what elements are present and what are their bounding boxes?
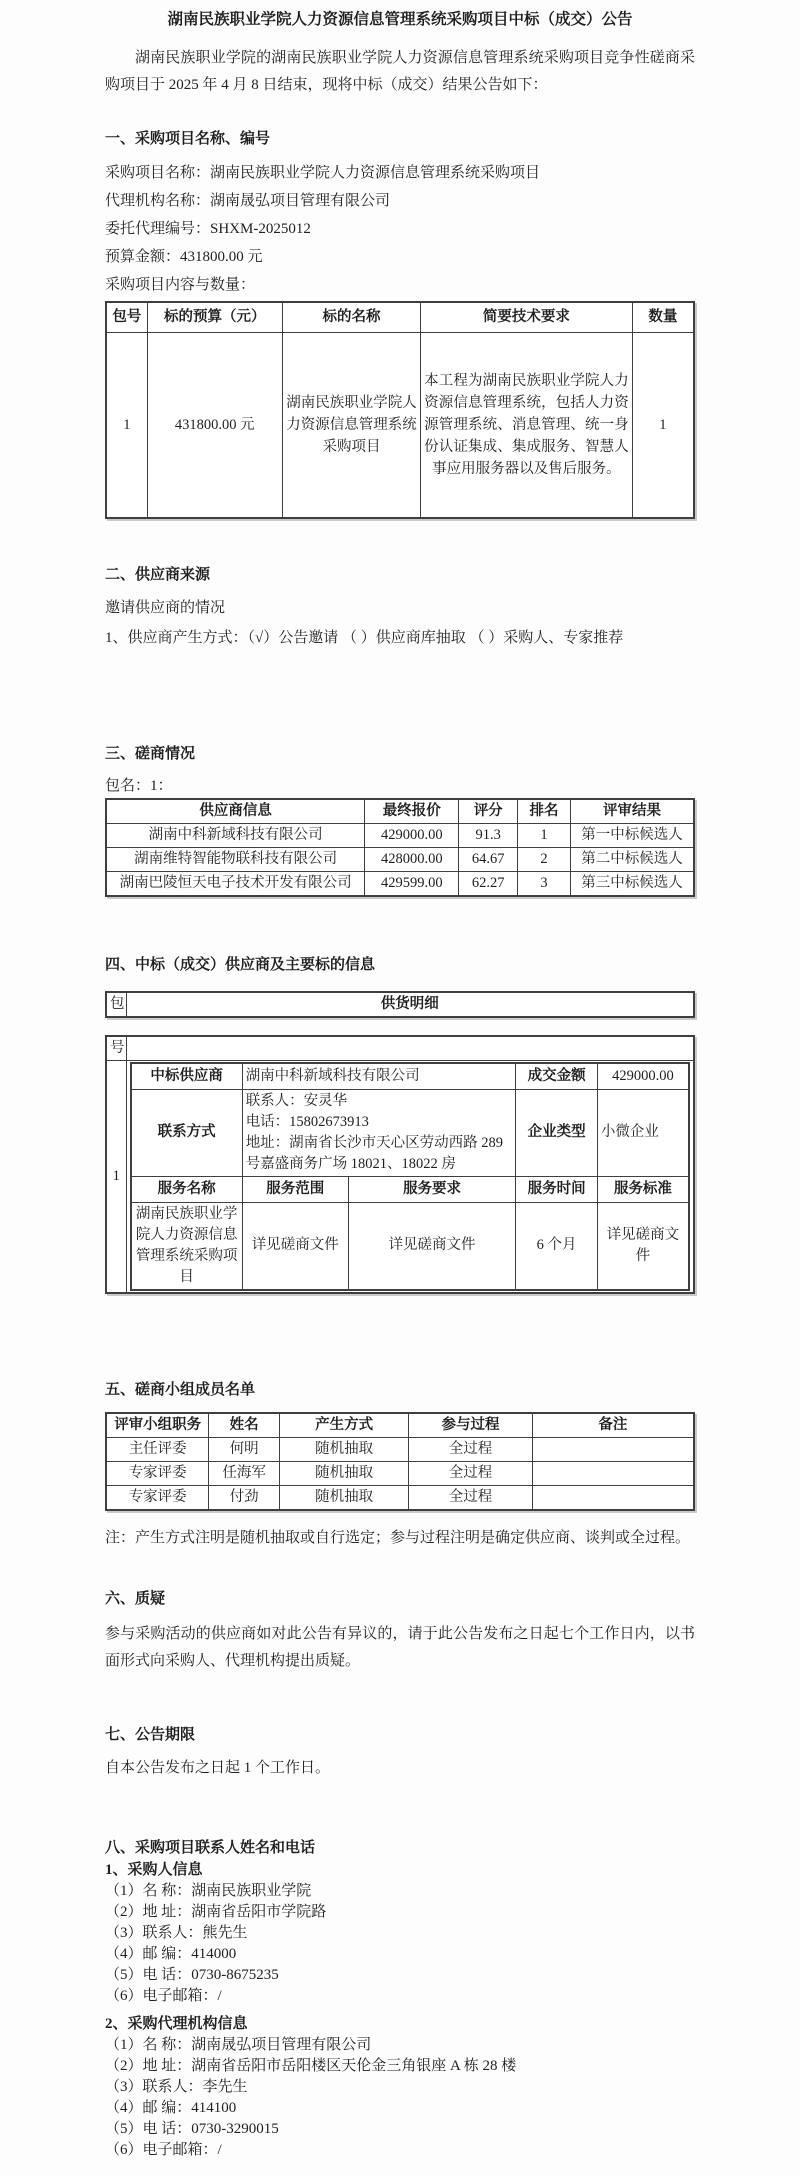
cell-service-time: 6 个月 (516, 1202, 598, 1290)
agency-number-line: 委托代理编号：SHXM-2025012 (105, 220, 311, 237)
cell-quantity: 1 (632, 332, 694, 518)
cell-score: 62.27 (459, 871, 518, 896)
package-number: 1 (106, 1060, 126, 1293)
agency-postcode-line: （4）邮 编：414100 (105, 2099, 237, 2116)
package-char-top: 包 (106, 992, 126, 1017)
column-header: 评审小组职务 (106, 1413, 209, 1438)
cell-result: 第二中标候选人 (571, 847, 695, 871)
column-header: 评分 (459, 799, 518, 824)
column-header: 产生方式 (279, 1413, 408, 1438)
table-row (106, 823, 694, 847)
cell-supplier: 湖南中科新域科技有限公司 (106, 823, 365, 847)
cell-supplier: 湖南维特智能物联科技有限公司 (106, 847, 365, 871)
cell-service-scope: 详见磋商文件 (242, 1202, 348, 1290)
cell-name: 何明 (209, 1437, 280, 1461)
cell-rank: 1 (518, 823, 571, 847)
cell-participation: 全过程 (409, 1437, 532, 1461)
column-header: 服务范围 (242, 1176, 348, 1202)
column-header: 服务要求 (348, 1176, 516, 1202)
table-row (106, 1036, 694, 1061)
table-row (106, 871, 694, 896)
cell-supplier: 湖南巴陵恒天电子技术开发有限公司 (106, 871, 365, 896)
agency-email-line: （6）电子邮箱：/ (105, 2141, 222, 2158)
winner-name: 湖南中科新域科技有限公司 (242, 1063, 516, 1090)
table-row (106, 992, 694, 1017)
winner-nested-table (130, 1062, 691, 1291)
section2-heading: 二、供应商来源 (105, 566, 211, 583)
cell-result: 第一中标候选人 (571, 823, 695, 847)
cell-selection-method: 随机抽取 (279, 1437, 408, 1461)
enterprise-type-label: 企业类型 (516, 1089, 598, 1176)
buyer-email-line: （6）电子邮箱：/ (105, 1987, 222, 2004)
buyer-postcode-line: （4）邮 编：414000 (105, 1945, 237, 1962)
contact-phone-line: 电话：15802673913 (245, 1113, 369, 1130)
section3-heading: 三、磋商情况 (105, 745, 196, 762)
enterprise-type-value: 小微企业 (597, 1089, 689, 1176)
agency-contact-line: （3）联系人：李先生 (105, 2078, 248, 2095)
column-header: 排名 (518, 799, 571, 824)
content-quantity-line: 采购项目内容与数量： (105, 276, 256, 293)
column-header: 姓名 (209, 1413, 280, 1438)
contact-label: 联系方式 (131, 1089, 243, 1176)
section1-heading: 一、采购项目名称、编号 (105, 130, 271, 147)
cell-participation: 全过程 (409, 1485, 532, 1510)
cell-package-no: 1 (106, 332, 147, 518)
cell-service-name: 湖南民族职业学院人力资源信息管理系统采购项目 (131, 1202, 243, 1290)
section6-heading: 六、质疑 (105, 1590, 166, 1607)
agency-phone-line: （5）电 话：0730-3290015 (105, 2120, 279, 2137)
column-header: 评审结果 (571, 799, 695, 824)
section7-heading: 七、公告期限 (105, 1726, 196, 1743)
cell-selection-method: 随机抽取 (279, 1485, 408, 1510)
cell-budget: 431800.00 元 (147, 332, 282, 518)
cell-service-standard: 详见磋商文件 (597, 1202, 689, 1290)
cell-tech-requirements: 本工程为湖南民族职业学院人力资源信息管理系统，包括人力资源管理系统、消息管理、统一身份认证集成、集成服务、智慧人事应用服务器以及售后服务。 (421, 332, 633, 518)
cell-role: 专家评委 (106, 1461, 209, 1485)
column-header: 供应商信息 (106, 799, 365, 824)
column-header: 服务标准 (597, 1176, 689, 1202)
table-header-row (106, 799, 694, 824)
contact-address-line: 地址：湖南省长沙市天心区劳动西路 289 号嘉盛商务广场 18021、18022 房 (245, 1134, 504, 1172)
table-row (106, 1437, 694, 1461)
contact-person-line: 联系人：安灵华 (245, 1092, 348, 1109)
cell-name: 付劲 (209, 1485, 280, 1510)
service-header-row (131, 1176, 690, 1202)
column-header: 参与过程 (409, 1413, 532, 1438)
package-name-label: 包名：1： (105, 777, 173, 794)
project-name-line: 采购项目名称：湖南民族职业学院人力资源信息管理系统采购项目 (105, 164, 541, 181)
cell-target-name: 湖南民族职业学院人力资源信息管理系统采购项目 (282, 332, 420, 518)
buyer-phone-line: （5）电 话：0730-8675235 (105, 1966, 279, 1983)
cell-selection-method: 随机抽取 (279, 1461, 408, 1485)
column-header: 备注 (532, 1413, 694, 1438)
section8-heading: 八、采购项目联系人姓名和电话 (105, 1839, 316, 1856)
cell-result: 第三中标候选人 (571, 871, 695, 896)
column-header: 服务时间 (516, 1176, 598, 1202)
buyer-info-block (105, 1860, 695, 2007)
amount-label: 成交金额 (516, 1063, 598, 1090)
winner-nested-cell (126, 1060, 694, 1293)
section4-heading: 四、中标（成交）供应商及主要标的信息 (105, 956, 376, 973)
winner-label: 中标供应商 (131, 1063, 243, 1090)
column-header: 服务名称 (131, 1176, 243, 1202)
cell-remark (532, 1485, 694, 1510)
buyer-info-title: 1、采购人信息 (105, 1861, 203, 1878)
buyer-name-line: （1）名 称：湖南民族职业学院 (105, 1882, 312, 1899)
cell-score: 91.3 (459, 823, 518, 847)
page-title: 湖南民族职业学院人力资源信息管理系统采购项目中标（成交）公告 (167, 11, 633, 28)
buyer-contact-line: （3）联系人：熊先生 (105, 1924, 248, 1941)
section5-heading: 五、磋商小组成员名单 (105, 1381, 256, 1398)
cell-score: 64.67 (459, 847, 518, 871)
review-panel-table (105, 1412, 695, 1511)
column-header: 标的预算（元） (147, 302, 282, 333)
cell-service-requirement: 详见磋商文件 (348, 1202, 516, 1290)
project-content-table (105, 301, 695, 519)
cell-final-price: 429000.00 (365, 823, 459, 847)
cell-role: 专家评委 (106, 1485, 209, 1510)
agency-address-line: （2）地 址：湖南省岳阳市岳阳楼区天伦金三角银座 A 栋 28 楼 (105, 2057, 517, 2074)
table-row (106, 847, 694, 871)
buyer-address-line: （2）地 址：湖南省岳阳市学院路 (105, 1903, 327, 1920)
table-header-row (106, 302, 694, 333)
panel-note: 注：产生方式注明是随机抽取或自行选定；参与过程注明是确定供应商、谈判或全过程。 (105, 1529, 691, 1546)
negotiation-result-table (105, 798, 695, 897)
package-char-bottom: 号 (106, 1036, 126, 1061)
supplier-method-line: 1、供应商产生方式：（√）公告邀请 （ ）供应商库抽取 （ ）采购人、专家推荐 (105, 629, 624, 646)
agency-name-line: （1）名 称：湖南晟弘项目管理有限公司 (105, 2036, 372, 2053)
cell-final-price: 428000.00 (365, 847, 459, 871)
agency-info-block (105, 2014, 695, 2161)
objection-paragraph: 参与采购活动的供应商如对此公告有异议的，请于此公告发布之日起七个工作日内，以书面形式向采购人、代理机构提出质疑。 (105, 1625, 695, 1669)
cell-name: 任海军 (209, 1461, 280, 1485)
cell-remark (532, 1437, 694, 1461)
winner-row (131, 1063, 690, 1090)
column-header: 简要技术要求 (421, 302, 633, 333)
winner-detail-table (105, 1035, 695, 1294)
cell-rank: 2 (518, 847, 571, 871)
service-row (131, 1202, 690, 1290)
table-row (106, 1060, 694, 1293)
empty-cell (126, 1036, 694, 1061)
table-row (106, 332, 694, 518)
delivery-detail-header-box (105, 991, 695, 1018)
agency-name-line: 代理机构名称：湖南晟弘项目管理有限公司 (105, 192, 391, 209)
delivery-detail-title: 供货明细 (126, 992, 694, 1017)
column-header: 包号 (106, 302, 147, 333)
column-header: 标的名称 (282, 302, 420, 333)
announcement-period-line: 自本公告发布之日起 1 个工作日。 (105, 1759, 331, 1776)
cell-final-price: 429599.00 (365, 871, 459, 896)
column-header: 数量 (632, 302, 694, 333)
agency-info-title: 2、采购代理机构信息 (105, 2015, 248, 2032)
cell-participation: 全过程 (409, 1461, 532, 1485)
amount-value: 429000.00 (597, 1063, 689, 1090)
invite-supplier-line: 邀请供应商的情况 (105, 599, 226, 616)
table-row (106, 1461, 694, 1485)
contact-info (242, 1089, 516, 1176)
column-header: 最终报价 (365, 799, 459, 824)
table-header-row (106, 1413, 694, 1438)
budget-line: 预算金额：431800.00 元 (105, 248, 263, 265)
cell-role: 主任评委 (106, 1437, 209, 1461)
table-row (106, 1485, 694, 1510)
cell-rank: 3 (518, 871, 571, 896)
intro-paragraph: 湖南民族职业学院的湖南民族职业学院人力资源信息管理系统采购项目竞争性磋商采购项目于 2025 年 4 月 8 日结束，现将中标（成交）结果公告如下： (105, 49, 695, 93)
contact-row (131, 1089, 690, 1176)
cell-remark (532, 1461, 694, 1485)
